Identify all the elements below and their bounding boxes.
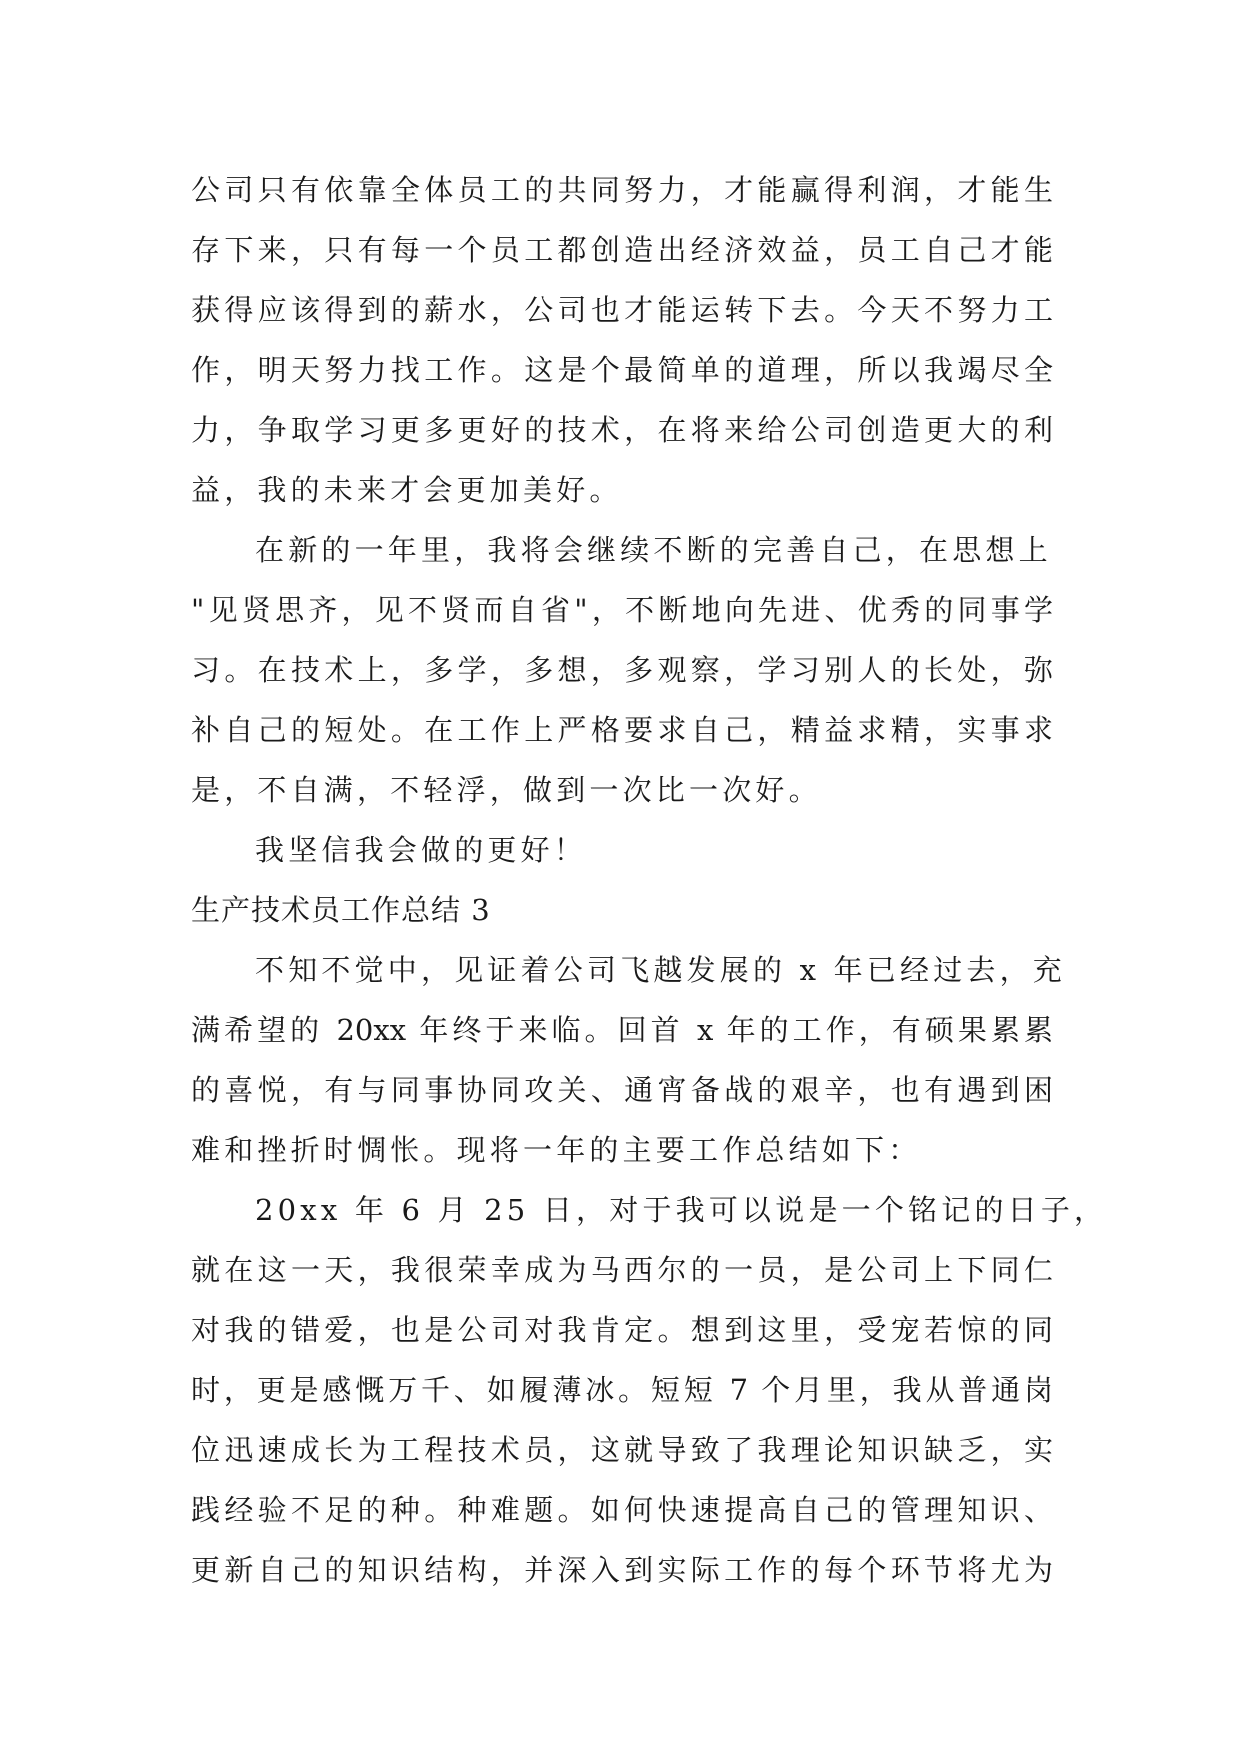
text-line: 就在这一天，我很荣幸成为马西尔的一员，是公司上下同仁 — [191, 1253, 1053, 1287]
text-line: 对我的错爱，也是公司对我肯定。想到这里，受宠若惊的同 — [191, 1313, 1053, 1347]
text-line: 力，争取学习更多更好的技术，在将来给公司创造更大的利 — [191, 413, 1053, 447]
paragraph-start-line: 在新的一年里，我将会继续不断的完善自己，在思想上 — [255, 533, 1052, 567]
document-body — [191, 160, 1108, 1600]
paragraph-start-line: 不知不觉中，见证着公司飞越发展的 x 年已经过去，充 — [255, 953, 1066, 987]
text-line: 满希望的 20xx 年终于来临。回首 x 年的工作，有硕果累累 — [191, 1013, 1053, 1047]
text-line: 时，更是感慨万千、如履薄冰。短短 7 个月里，我从普通岗 — [191, 1373, 1053, 1407]
text-line: 践经验不足的种。种难题。如何快速提高自己的管理知识、 — [191, 1493, 1053, 1527]
text-line: 存下来，只有每一个员工都创造出经济效益，员工自己才能 — [191, 233, 1053, 267]
section-heading: 生产技术员工作总结 3 — [191, 893, 491, 927]
text-line: 益，我的未来才会更加美好。 — [191, 473, 623, 507]
text-line: "见贤思齐，见不贤而自省"，不断地向先进、优秀的同事学 — [191, 593, 1053, 627]
paragraph-start-line: 我坚信我会做的更好！ — [255, 833, 588, 867]
text-line: 更新自己的知识结构，并深入到实际工作的每个环节将尤为 — [191, 1553, 1053, 1587]
paragraph-start-line: 20xx 年 6 月 25 日，对于我可以说是一个铭记的日子， — [255, 1193, 1108, 1227]
text-line: 获得应该得到的薪水，公司也才能运转下去。今天不努力工 — [191, 293, 1053, 327]
text-line: 难和挫折时惆怅。现将一年的主要工作总结如下： — [191, 1133, 922, 1167]
text-line: 位迅速成长为工程技术员，这就导致了我理论知识缺乏，实 — [191, 1433, 1053, 1467]
text-line: 习。在技术上，多学，多想，多观察，学习别人的长处，弥 — [191, 653, 1053, 687]
text-line: 的喜悦，有与同事协同攻关、通宵备战的艰辛，也有遇到困 — [191, 1073, 1053, 1107]
text-line: 补自己的短处。在工作上严格要求自己，精益求精，实事求 — [191, 713, 1053, 747]
text-line: 作，明天努力找工作。这是个最简单的道理，所以我竭尽全 — [191, 353, 1053, 387]
text-line: 是，不自满，不轻浮，做到一次比一次好。 — [191, 773, 822, 807]
text-line: 公司只有依靠全体员工的共同努力，才能赢得利润，才能生 — [191, 173, 1053, 207]
